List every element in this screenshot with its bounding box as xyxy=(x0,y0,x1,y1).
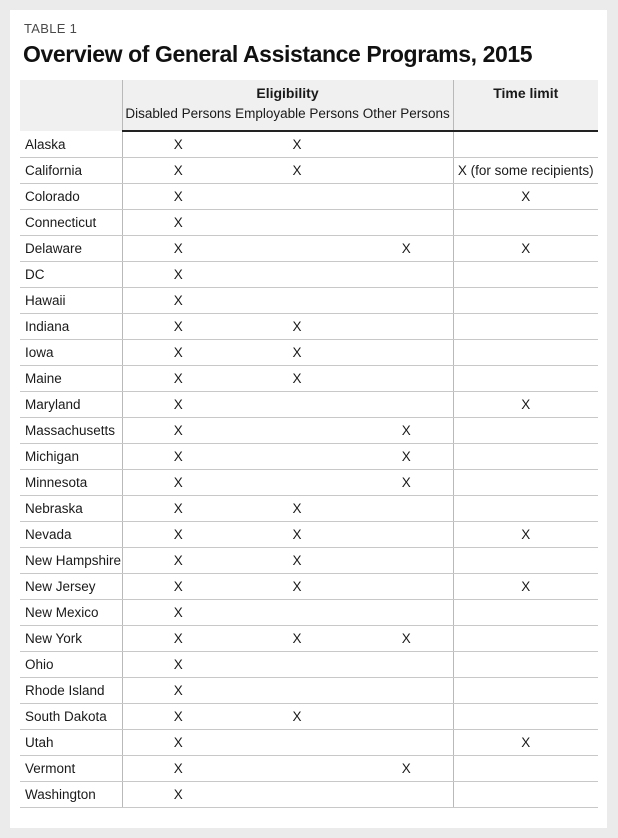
disabled-cell: X xyxy=(122,704,234,730)
employable-cell: X xyxy=(234,574,360,600)
employable-cell: X xyxy=(234,340,360,366)
table-row xyxy=(20,236,598,262)
other-cell xyxy=(360,522,453,548)
other-cell: X xyxy=(360,444,453,470)
table-row xyxy=(20,131,598,158)
time-limit-cell xyxy=(453,262,598,288)
employable-cell: X xyxy=(234,131,360,158)
employable-cell xyxy=(234,678,360,704)
table-title: Overview of General Assistance Programs, 2015 xyxy=(23,41,533,67)
time-limit-cell: X xyxy=(453,392,598,418)
assistance-table xyxy=(20,80,598,808)
disabled-cell: X xyxy=(122,288,234,314)
state-cell: Utah xyxy=(20,730,122,756)
table-row xyxy=(20,522,598,548)
time-limit-cell: X xyxy=(453,236,598,262)
employable-cell xyxy=(234,184,360,210)
state-cell: Alaska xyxy=(20,131,122,158)
time-limit-cell: X xyxy=(453,522,598,548)
time-limit-cell xyxy=(453,548,598,574)
table-row xyxy=(20,340,598,366)
table-row xyxy=(20,470,598,496)
employable-cell: X xyxy=(234,548,360,574)
state-cell: New Jersey xyxy=(20,574,122,600)
disabled-cell: X xyxy=(122,782,234,808)
table-card xyxy=(10,10,607,828)
state-cell: Michigan xyxy=(20,444,122,470)
eligibility-header: Eligibility xyxy=(122,80,453,106)
state-cell: Indiana xyxy=(20,314,122,340)
state-cell: Massachusetts xyxy=(20,418,122,444)
time-limit-cell xyxy=(453,131,598,158)
table-row xyxy=(20,210,598,236)
state-cell: Minnesota xyxy=(20,470,122,496)
state-cell: Ohio xyxy=(20,652,122,678)
table-row xyxy=(20,392,598,418)
table-row xyxy=(20,600,598,626)
disabled-cell: X xyxy=(122,470,234,496)
table-row xyxy=(20,548,598,574)
time-limit-cell xyxy=(453,652,598,678)
table-header xyxy=(20,80,598,131)
disabled-cell: X xyxy=(122,730,234,756)
other-cell xyxy=(360,678,453,704)
other-cell xyxy=(360,704,453,730)
col-header-disabled: Disabled Persons xyxy=(122,106,234,131)
state-cell: Hawaii xyxy=(20,288,122,314)
other-cell xyxy=(360,288,453,314)
state-cell: Rhode Island xyxy=(20,678,122,704)
other-cell: X xyxy=(360,626,453,652)
time-limit-cell xyxy=(453,418,598,444)
disabled-cell: X xyxy=(122,574,234,600)
state-cell: Maine xyxy=(20,366,122,392)
time-limit-cell xyxy=(453,444,598,470)
other-cell xyxy=(360,184,453,210)
employable-cell xyxy=(234,600,360,626)
col-header-other: Other Persons xyxy=(360,106,453,131)
time-limit-cell xyxy=(453,210,598,236)
time-limit-cell: X xyxy=(453,730,598,756)
employable-cell xyxy=(234,444,360,470)
other-cell xyxy=(360,574,453,600)
time-limit-cell xyxy=(453,470,598,496)
employable-cell xyxy=(234,782,360,808)
time-limit-cell: X (for some recipients) xyxy=(453,158,598,184)
time-limit-cell xyxy=(453,756,598,782)
table-row xyxy=(20,574,598,600)
state-cell: South Dakota xyxy=(20,704,122,730)
col-header-employable: Employable Persons xyxy=(234,106,360,131)
time-limit-cell xyxy=(453,340,598,366)
state-cell: New Hampshire xyxy=(20,548,122,574)
disabled-cell: X xyxy=(122,678,234,704)
time-limit-cell xyxy=(453,626,598,652)
disabled-cell: X xyxy=(122,522,234,548)
disabled-cell: X xyxy=(122,756,234,782)
disabled-cell: X xyxy=(122,548,234,574)
disabled-cell: X xyxy=(122,184,234,210)
table-row xyxy=(20,652,598,678)
disabled-cell: X xyxy=(122,418,234,444)
disabled-cell: X xyxy=(122,158,234,184)
employable-cell xyxy=(234,236,360,262)
time-limit-header-spacer xyxy=(453,106,598,131)
table-row xyxy=(20,158,598,184)
other-cell xyxy=(360,730,453,756)
state-cell: Delaware xyxy=(20,236,122,262)
other-cell: X xyxy=(360,470,453,496)
time-limit-cell xyxy=(453,600,598,626)
state-cell: New Mexico xyxy=(20,600,122,626)
disabled-cell: X xyxy=(122,340,234,366)
time-limit-cell: X xyxy=(453,574,598,600)
state-cell: Colorado xyxy=(20,184,122,210)
employable-cell xyxy=(234,392,360,418)
employable-cell xyxy=(234,262,360,288)
time-limit-cell xyxy=(453,782,598,808)
other-cell: X xyxy=(360,418,453,444)
other-cell xyxy=(360,366,453,392)
table-row xyxy=(20,704,598,730)
table-row xyxy=(20,444,598,470)
disabled-cell: X xyxy=(122,236,234,262)
table-row xyxy=(20,288,598,314)
table-row xyxy=(20,678,598,704)
disabled-cell: X xyxy=(122,314,234,340)
other-cell xyxy=(360,600,453,626)
other-cell xyxy=(360,782,453,808)
state-cell: Vermont xyxy=(20,756,122,782)
state-cell: DC xyxy=(20,262,122,288)
state-cell: Nebraska xyxy=(20,496,122,522)
other-cell xyxy=(360,131,453,158)
disabled-cell: X xyxy=(122,366,234,392)
disabled-cell: X xyxy=(122,262,234,288)
employable-cell: X xyxy=(234,314,360,340)
stub-header xyxy=(20,80,122,131)
employable-cell: X xyxy=(234,158,360,184)
state-cell: Maryland xyxy=(20,392,122,418)
time-limit-cell xyxy=(453,288,598,314)
other-cell xyxy=(360,392,453,418)
other-cell xyxy=(360,314,453,340)
time-limit-cell xyxy=(453,366,598,392)
table-row xyxy=(20,418,598,444)
employable-cell xyxy=(234,756,360,782)
other-cell xyxy=(360,210,453,236)
employable-cell: X xyxy=(234,496,360,522)
employable-cell: X xyxy=(234,522,360,548)
other-cell xyxy=(360,340,453,366)
other-cell: X xyxy=(360,236,453,262)
other-cell xyxy=(360,548,453,574)
disabled-cell: X xyxy=(122,444,234,470)
disabled-cell: X xyxy=(122,210,234,236)
other-cell: X xyxy=(360,756,453,782)
table-eyebrow: TABLE 1 xyxy=(24,21,78,36)
time-limit-header: Time limit xyxy=(453,80,598,106)
table-row xyxy=(20,730,598,756)
table-row xyxy=(20,184,598,210)
employable-cell: X xyxy=(234,704,360,730)
employable-cell xyxy=(234,418,360,444)
employable-cell: X xyxy=(234,626,360,652)
state-cell: New York xyxy=(20,626,122,652)
other-cell xyxy=(360,262,453,288)
time-limit-cell xyxy=(453,496,598,522)
table-row xyxy=(20,782,598,808)
employable-cell xyxy=(234,730,360,756)
state-cell: Nevada xyxy=(20,522,122,548)
employable-cell: X xyxy=(234,366,360,392)
other-cell xyxy=(360,496,453,522)
other-cell xyxy=(360,652,453,678)
table-row xyxy=(20,366,598,392)
disabled-cell: X xyxy=(122,392,234,418)
state-cell: California xyxy=(20,158,122,184)
disabled-cell: X xyxy=(122,496,234,522)
other-cell xyxy=(360,158,453,184)
time-limit-cell xyxy=(453,314,598,340)
disabled-cell: X xyxy=(122,652,234,678)
time-limit-cell: X xyxy=(453,184,598,210)
table-row xyxy=(20,756,598,782)
table-row xyxy=(20,262,598,288)
time-limit-cell xyxy=(453,704,598,730)
employable-cell xyxy=(234,470,360,496)
table-row xyxy=(20,496,598,522)
employable-cell xyxy=(234,288,360,314)
state-cell: Connecticut xyxy=(20,210,122,236)
disabled-cell: X xyxy=(122,626,234,652)
disabled-cell: X xyxy=(122,131,234,158)
table-body xyxy=(20,131,598,808)
table-row xyxy=(20,314,598,340)
disabled-cell: X xyxy=(122,600,234,626)
state-cell: Iowa xyxy=(20,340,122,366)
employable-cell xyxy=(234,210,360,236)
time-limit-cell xyxy=(453,678,598,704)
table-row xyxy=(20,626,598,652)
employable-cell xyxy=(234,652,360,678)
state-cell: Washington xyxy=(20,782,122,808)
